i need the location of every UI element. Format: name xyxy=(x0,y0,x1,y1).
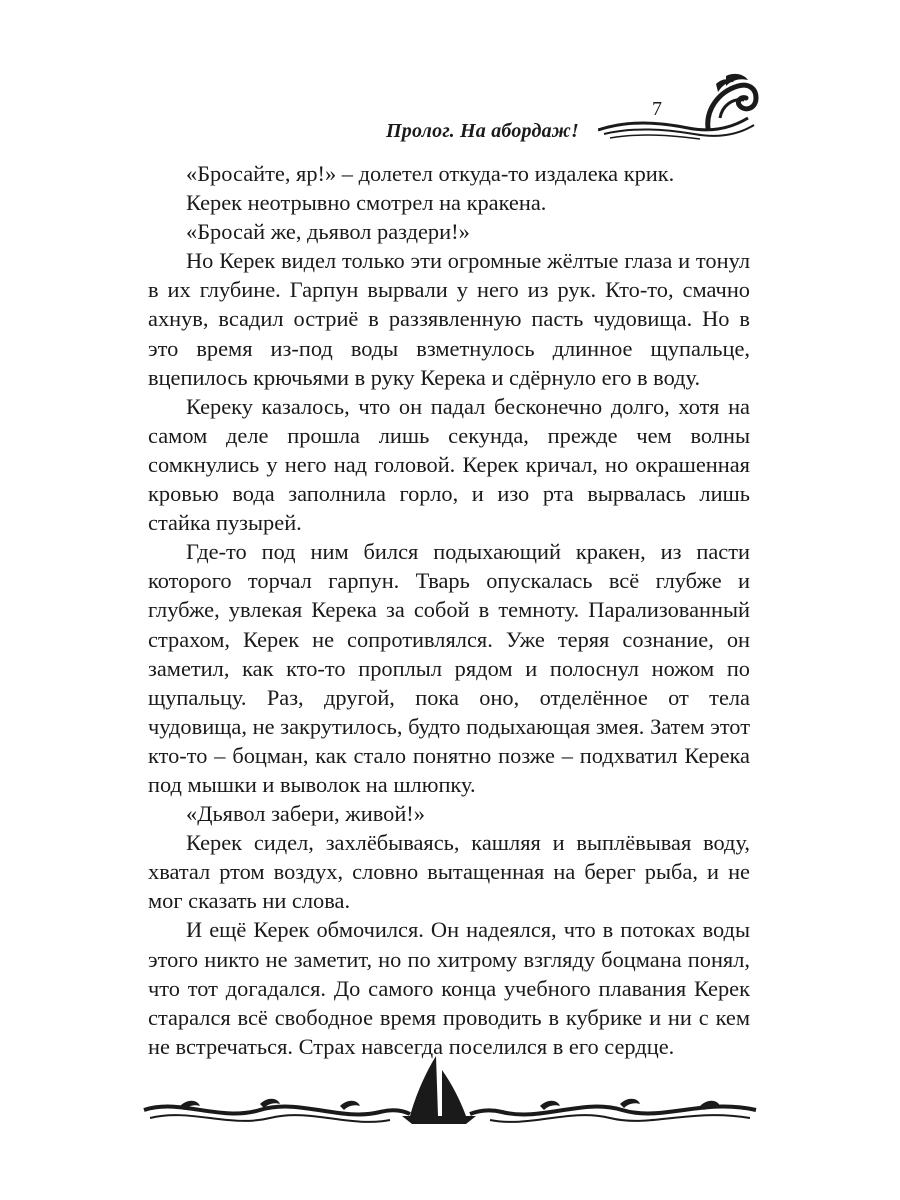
sailboat-wave-ornament-icon xyxy=(140,1050,760,1130)
paragraph: Где-то под ним бился подыхающий кракен, из пасти которого торчал гарпун. Тварь опускалась всё глубже и глубже, увлекая Керека за собой в темноту. Парализованный страхом, Керек не сопротивлялся. Уже теряя сознание, он заметил, как кто-то проплыл рядом и полоснул ножом по щупальцу. Раз, другой, пока оно, отделённое от тела чудовища, не закрутилось, будто подыхающая змея. Затем этот кто-то – боцман, как стало понятно позже – подхватил Керека под мышки и выволок на шлюпку. xyxy=(148,539,750,797)
paragraph: Керек неотрывно смотрел на кракена. xyxy=(186,190,547,216)
paragraph: «Дьявол забери, живой!» xyxy=(186,801,425,827)
paragraph: «Бросайте, яр!» – долетел откуда-то издалека крик. xyxy=(186,161,675,186)
paragraph: И ещё Керек обмочился. Он надеялся, что в потоках воды этого никто не заметит, но по хитрому взгляду боцмана понял, что тот догадался. До самого конца учебного плавания Керек старался всё свободное время проводить в кубрике и ни с кем не встречаться. Страх навсегда поселился в его сердце. xyxy=(148,917,750,1059)
paragraph: Кереку казалось, что он падал бесконечно долго, хотя на самом деле прошла лишь секунда, прежде чем волны сомкнулись у него над головой. Керек кричал, но окрашенная кровью вода заполнила горло, и изо рта вырвалась лишь стайка пузырей. xyxy=(148,393,750,536)
running-title: Пролог. На абордаж! xyxy=(386,120,579,142)
paragraph: Но Керек видел только эти огромные жёлтые глаза и тонул в их глубине. Гарпун вырвали у него из рук. Кто-то, смачно ахнув, всадил остриё в раззявленную пасть чудовища. Но в это время из-под воды взметнулось длинное щупальце, вцепилось крючьями в руку Керека и сдёрнуло его в воду. xyxy=(148,248,750,390)
paragraph: Керек сидел, захлёбываясь, кашляя и выплёвывая воду, хватал ртом воздух, словно вытащенная на берег рыба, и не мог сказать ни слова. xyxy=(148,830,750,914)
wave-ornament-icon xyxy=(598,70,760,150)
body-text xyxy=(148,159,750,1061)
paragraph: «Бросай же, дьявол раздери!» xyxy=(186,219,470,245)
page-header xyxy=(380,70,760,150)
page-number: 7 xyxy=(652,98,662,120)
page-footer xyxy=(140,1050,760,1130)
